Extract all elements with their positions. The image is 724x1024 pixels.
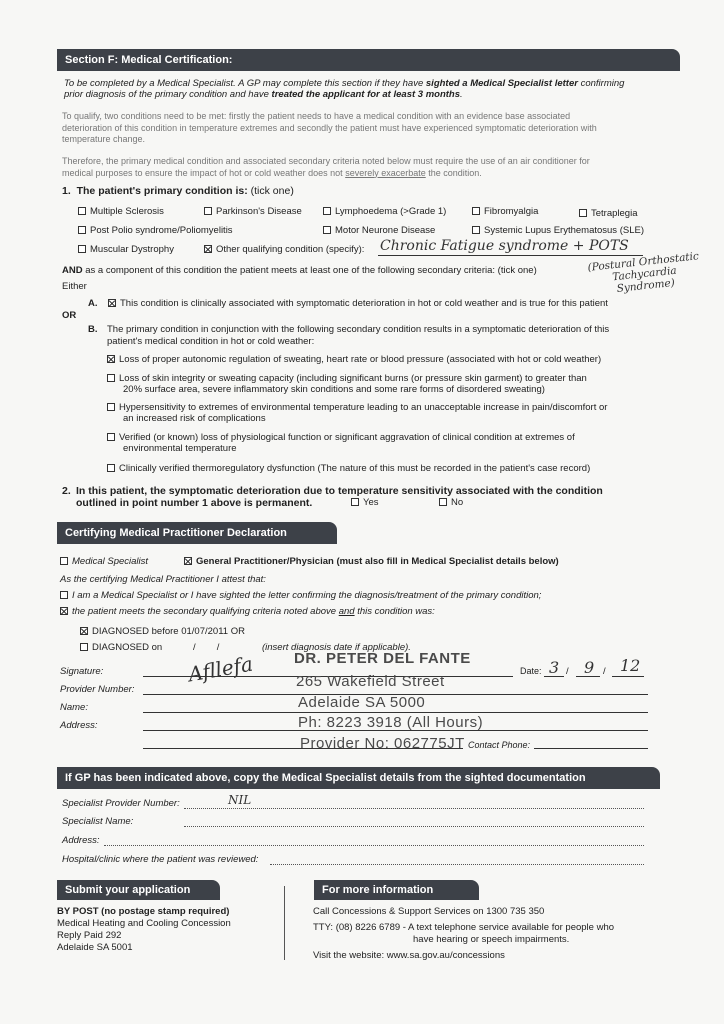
stamp-city: Adelaide SA 5000 [298, 694, 426, 711]
checked-checkbox[interactable] [108, 299, 116, 307]
signature-label: Signature: [60, 666, 104, 677]
hospital-line[interactable] [270, 864, 644, 865]
declaration-gp[interactable]: General Practitioner/Physician (must also fill in Medical Specialist details below) [184, 556, 559, 567]
date-year: 12 [620, 656, 641, 675]
other-condition-handwritten: Chronic Fatigue syndrome + POTS [380, 238, 629, 254]
option-a-label: A. [88, 298, 98, 309]
checkbox[interactable] [472, 226, 480, 234]
checkbox[interactable] [107, 374, 115, 382]
checkbox[interactable] [107, 403, 115, 411]
provider-label: Provider Number: [60, 684, 135, 695]
declaration-header [57, 522, 337, 544]
condition-lymphoedema[interactable]: Lymphoedema (>Grade 1) [323, 206, 446, 217]
therefore-text: Therefore, the primary medical condition and associated secondary criteria noted below must require the use of an air conditioner for medical purposes to ensure the impact of hot or cold weather does not severely exacerbate the condition. [62, 156, 590, 178]
stamp-phone: Ph: 8223 3918 (All Hours) [298, 714, 484, 731]
checkbox[interactable] [204, 207, 212, 215]
checkbox[interactable] [107, 464, 115, 472]
checkbox[interactable] [323, 207, 331, 215]
checked-checkbox[interactable] [60, 607, 68, 615]
checkbox[interactable] [351, 498, 359, 506]
checkbox[interactable] [60, 557, 68, 565]
checked-checkbox[interactable] [80, 627, 88, 635]
contact-label: Contact Phone: [468, 740, 531, 750]
column-divider [284, 886, 285, 960]
checkbox[interactable] [78, 207, 86, 215]
checkbox[interactable] [80, 643, 88, 651]
intro-text: To be completed by a Medical Specialist. A GP may complete this section if they have sighted a Medical Specialist letter confirming prior diagnosis of the primary condition and have treated the applicant for at least 3 months. [64, 78, 625, 100]
checkbox[interactable] [323, 226, 331, 234]
q2-yes[interactable]: Yes [351, 497, 379, 508]
attest-specialist[interactable]: I am a Medical Specialist or I have sighted the letter confirming the diagnosis/treatment of the primary condition; [60, 590, 541, 601]
specialist-address-label: Address: [62, 835, 100, 846]
b-item-autonomic[interactable]: Loss of proper autonomic regulation of sweating, heart rate or blood pressure (associated with hot or cold weather) [107, 354, 601, 365]
q2-no[interactable]: No [439, 497, 463, 508]
option-b-text: The primary condition in conjunction with the following secondary condition results in a symptomatic deterioration of this patient's medical condition in hot or cold weather: [107, 324, 610, 347]
checked-checkbox[interactable] [107, 355, 115, 363]
date-sep-2: / [603, 666, 606, 677]
stamp-name: DR. PETER DEL FANTE [294, 650, 471, 667]
checkbox[interactable] [439, 498, 447, 506]
condition-tetraplegia[interactable]: Tetraplegia [579, 208, 637, 219]
name-label: Name: [60, 702, 88, 713]
b-item-physiological[interactable]: Verified (or known) loss of physiological function or significant aggravation of clinical condition at extremes of environmental temperature [107, 432, 575, 454]
submit-title: Submit your application [65, 884, 191, 896]
specialist-provider-label: Specialist Provider Number: [62, 798, 180, 809]
date-label: Date: [520, 666, 542, 676]
or-label: OR [62, 310, 77, 321]
info-text: Call Concessions & Support Services on 1300 735 350 TTY: (08) 8226 6789 - A text telephone service available for people who have hearing or speech impairments. Visit the website: www.sa.gov.au/concessions [313, 906, 615, 961]
contact-line[interactable] [534, 748, 648, 749]
stamp-provider: Provider No: 062775JT [300, 735, 465, 752]
specialist-provider-value: NIL [228, 793, 252, 807]
qualify-text: To qualify, two conditions need to be met: firstly the patient needs to have a medical condition with an evidence base associated deterioration of this condition in temperature extremes and secondly the patient must have experienced symptomatic deterioration with temperature change. [62, 111, 597, 144]
declaration-title: Certifying Medical Practitioner Declaration [65, 527, 287, 539]
date-sep-1: / [566, 666, 569, 677]
and-criteria-text: AND as a component of this condition the patient meets at least one of the following secondary criteria: (tick one) [62, 265, 537, 276]
diagnosed-note: (insert diagnosis date if applicable). [262, 642, 411, 653]
specialist-provider-line[interactable] [184, 808, 644, 809]
info-title: For more information [322, 884, 434, 896]
name-line[interactable] [143, 712, 648, 713]
checkbox[interactable] [579, 209, 587, 217]
date-year-line[interactable] [612, 676, 644, 677]
option-b-label: B. [88, 324, 98, 335]
pots-handwritten-note: (Postural Orthostatic Tachycardia Syndrome) [587, 250, 700, 295]
checkbox[interactable] [78, 245, 86, 253]
checkbox[interactable] [78, 226, 86, 234]
attest-criteria[interactable]: the patient meets the secondary qualifying criteria noted above and this condition was: [60, 606, 435, 617]
stamp-street: 265 Wakefield Street [296, 673, 445, 690]
q2-num: 2. [62, 485, 71, 497]
gp-section-title: If GP has been indicated above, copy the Medical Specialist details from the sighted documentation [65, 772, 586, 784]
other-specify-line [378, 255, 643, 256]
condition-parkinsons[interactable]: Parkinson's Disease [204, 206, 302, 217]
submit-address: BY POST (no postage stamp required) Medical Heating and Cooling Concession Reply Paid 292 Adelaide SA 5001 [57, 906, 231, 953]
diagnosed-date-slashes: / / [193, 642, 220, 653]
specialist-name-label: Specialist Name: [62, 816, 134, 827]
condition-ms[interactable]: Multiple Sclerosis [78, 206, 164, 217]
b-item-skin[interactable]: Loss of skin integrity or sweating capacity (including significant burns (or pressure skin garment) to greater than 20% surface area, severe inflammatory skin conditions and some rare forms of disordered sweating) [107, 373, 587, 395]
diagnosed-on[interactable]: DIAGNOSED on [80, 642, 162, 653]
gp-section-header [57, 767, 660, 789]
q2-text: In this patient, the symptomatic deterioration due to temperature sensitivity associated with the condition outlined in point number 1 above is permanent. [76, 485, 603, 509]
condition-post-polio[interactable]: Post Polio syndrome/Poliomyelitis [78, 225, 233, 236]
q1-heading: 1. The patient's primary condition is: (tick one) [62, 185, 294, 197]
checked-checkbox[interactable] [204, 245, 212, 253]
condition-other[interactable]: Other qualifying condition (specify): [204, 244, 364, 255]
section-f-title: Section F: Medical Certification: [65, 54, 233, 66]
info-header [314, 880, 479, 900]
condition-fibromyalgia[interactable]: Fibromyalgia [472, 206, 538, 217]
signature-scrawl: Afllefa [186, 651, 255, 687]
date-day: 3 [549, 658, 560, 677]
specialist-address-line[interactable] [104, 845, 644, 846]
checkbox[interactable] [60, 591, 68, 599]
option-a[interactable]: This condition is clinically associated with symptomatic deterioration in hot or cold weather and is true for this patient [108, 298, 608, 309]
checkbox[interactable] [107, 433, 115, 441]
b-item-hypersensitivity[interactable]: Hypersensitivity to extremes of environmental temperature leading to an unacceptable increase in pain/discomfort or an increased risk of complications [107, 402, 607, 424]
diagnosed-before[interactable]: DIAGNOSED before 01/07/2011 OR [80, 626, 245, 637]
declaration-specialist[interactable]: Medical Specialist [60, 556, 148, 567]
checkbox[interactable] [472, 207, 480, 215]
specialist-name-line[interactable] [184, 826, 644, 827]
section-f-header [57, 49, 680, 71]
hospital-label: Hospital/clinic where the patient was reviewed: [62, 854, 259, 865]
condition-sle[interactable]: Systemic Lupus Erythematosus (SLE) [472, 225, 644, 236]
checked-checkbox[interactable] [184, 557, 192, 565]
attest-text: As the certifying Medical Practitioner I attest that: [60, 574, 266, 585]
either-label: Either [62, 281, 87, 292]
condition-muscular-dystrophy[interactable]: Muscular Dystrophy [78, 244, 174, 255]
condition-mnd[interactable]: Motor Neurone Disease [323, 225, 435, 236]
address-label: Address: [60, 720, 98, 731]
submit-header [57, 880, 220, 900]
date-month: 9 [584, 658, 595, 677]
b-item-thermoregulatory[interactable]: Clinically verified thermoregulatory dysfunction (The nature of this must be recorded in the patient's case record) [107, 463, 590, 474]
